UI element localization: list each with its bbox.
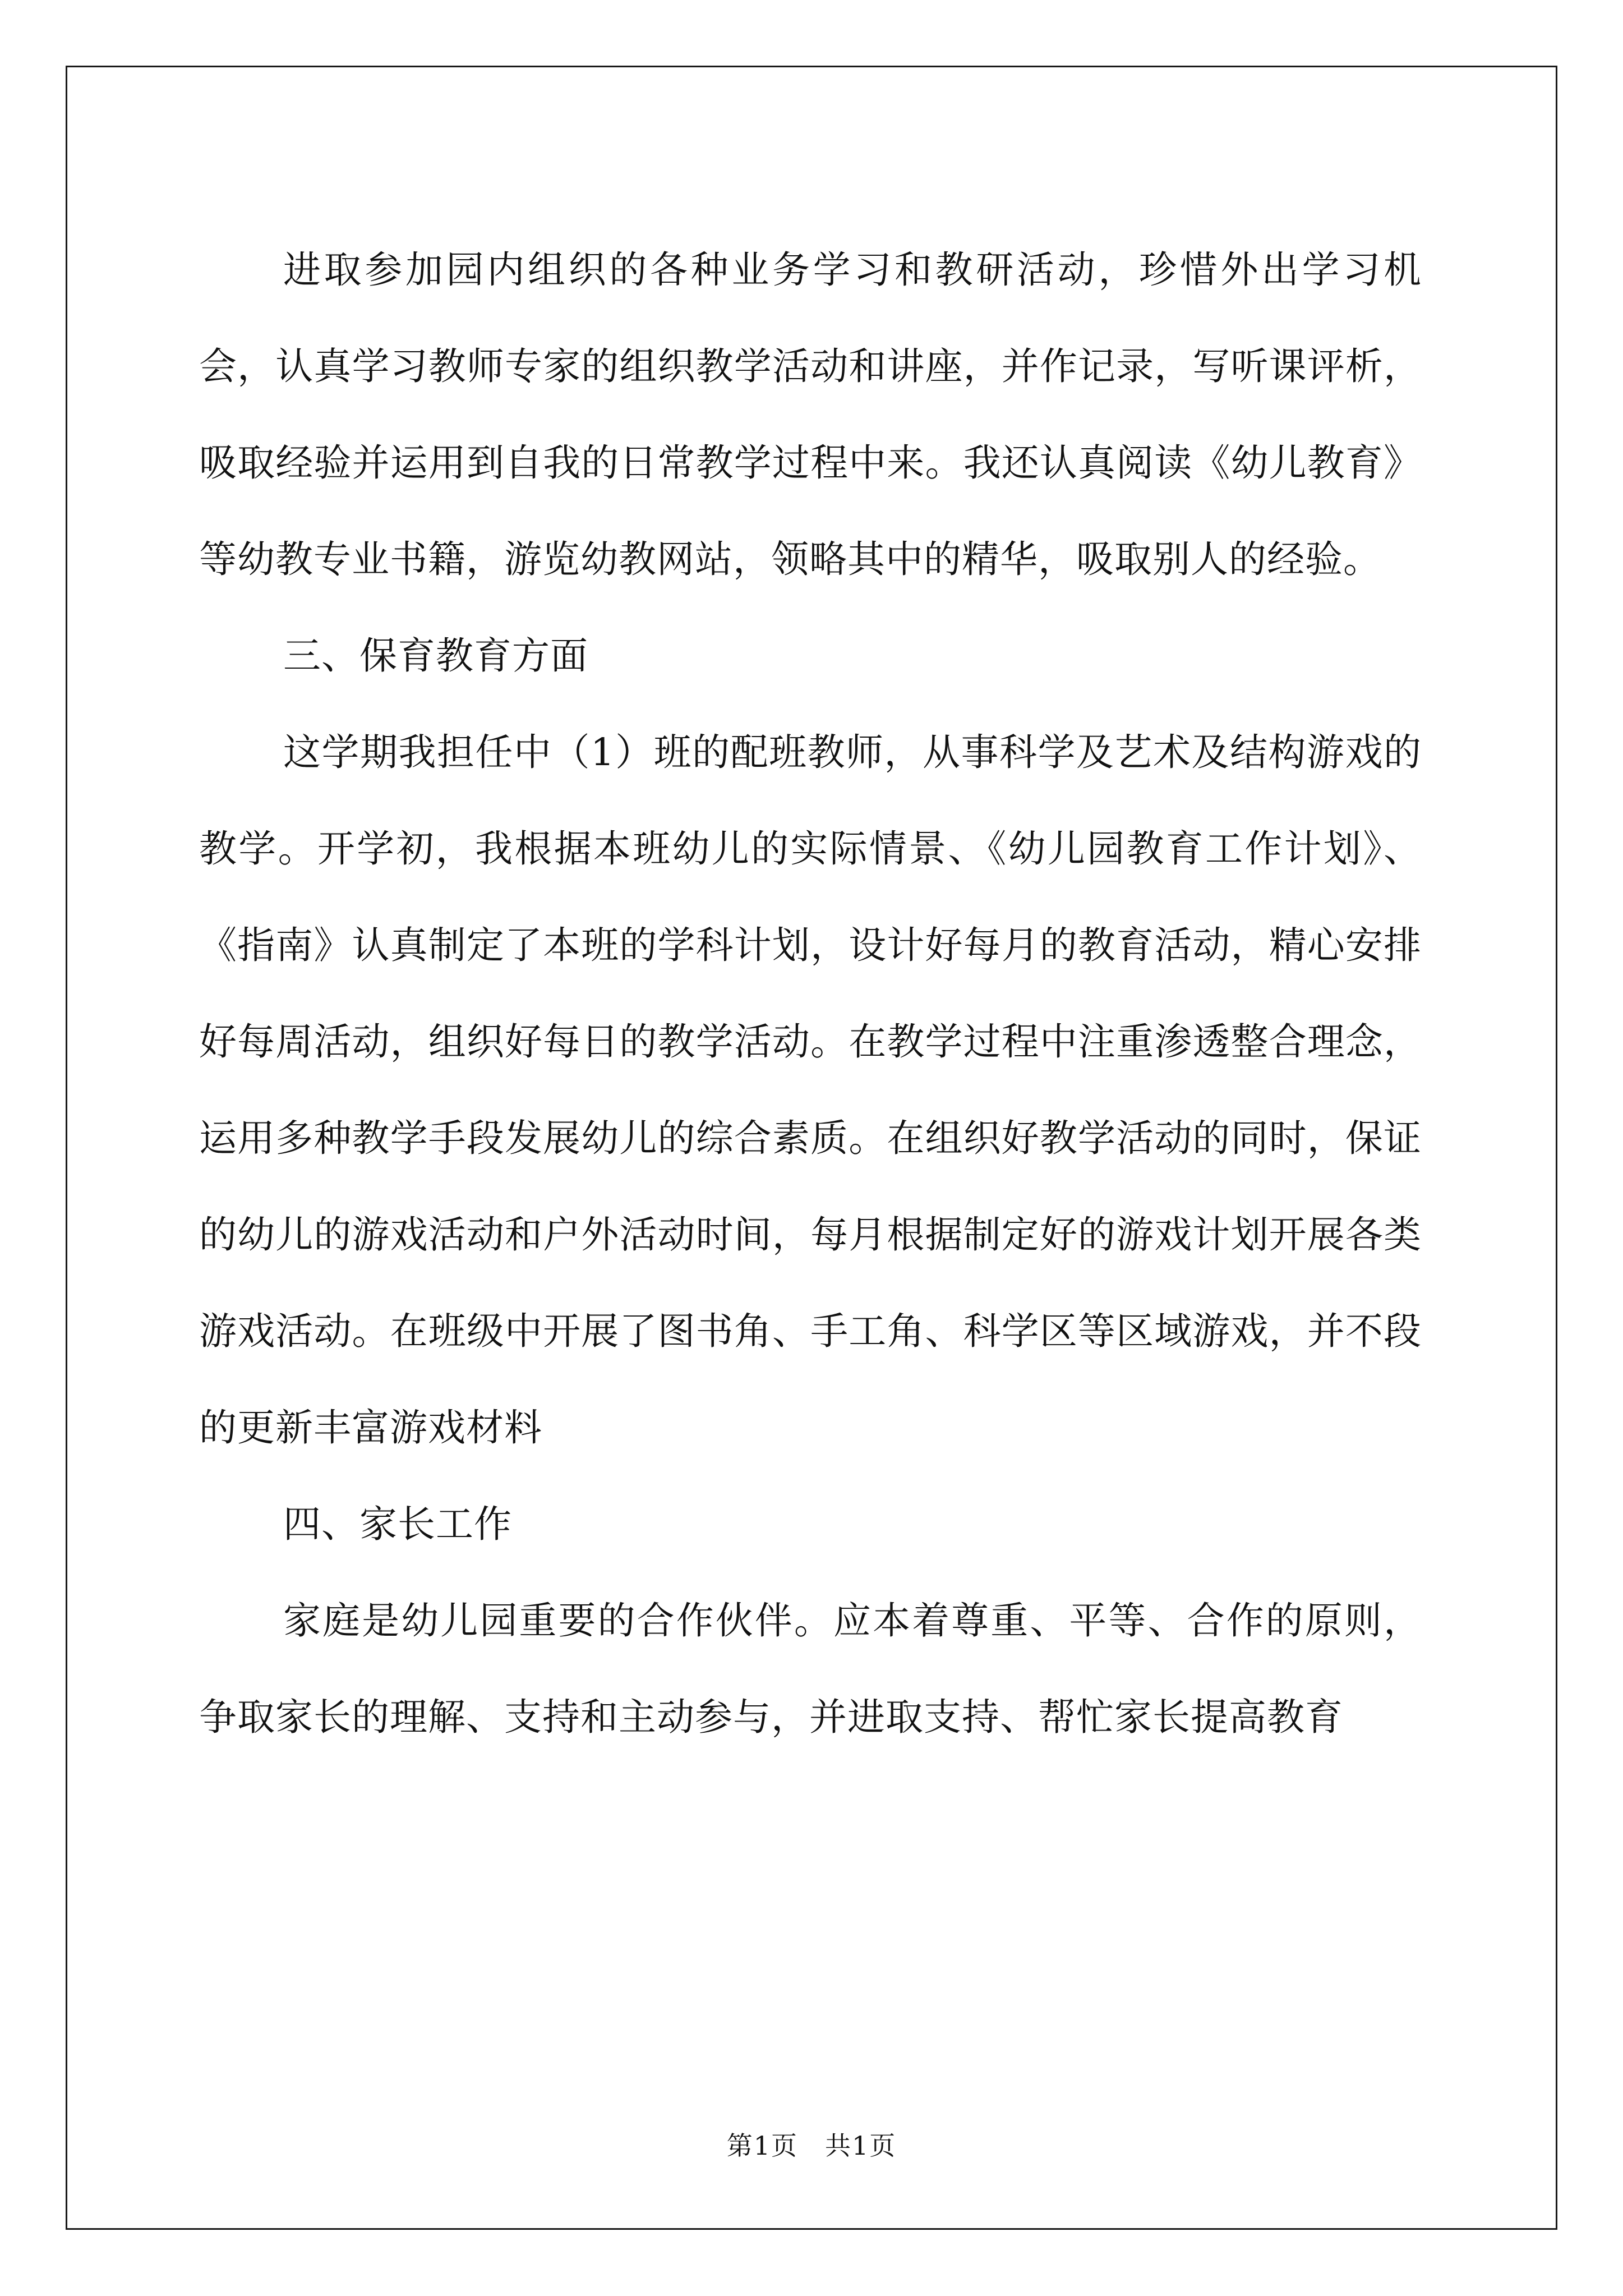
paragraph-care-education: 这学期我担任中（1）班的配班教师，从事科学及艺术及结构游戏的教学。开学初，我根据本班幼儿的实际情景、《幼儿园教育工作计划》、《指南》认真制定了本班的学科计划，设计好每月的教育活动，精心安排好每周活动，组织好每日的教学活动。在教学过程中注重渗透整合理念，运用多种教学手段发展幼儿的综合素质。在组织好教学活动的同时，保证的幼儿的游戏活动和户外活动时间，每月根据制定好的游戏计划开展各类游戏活动。在班级中开展了图书角、手工角、科学区等区域游戏，并不段的更新丰富游戏材料 xyxy=(199,730,1422,1450)
page-number-footer: 第1页 共1页 xyxy=(726,2131,897,2161)
section-heading-parents: 四、家长工作 xyxy=(283,1502,512,1546)
paragraph-study: 进取参加园内组织的各种业务学习和教研活动，珍惜外出学习机会，认真学习教师专家的组织教学活动和讲座，并作记录，写听课评析，吸取经验并运用到自我的日常教学过程中来。我还认真阅读《幼儿教育》等幼教专业书籍，游览幼教网站，领略其中的精华，吸取别人的经验。 xyxy=(199,248,1422,581)
document-body xyxy=(199,222,1422,1765)
paragraph-parents: 家庭是幼儿园重要的合作伙伴。应本着尊重、平等、合作的原则，争取家长的理解、支持和主动参与，并进取支持、帮忙家长提高教育 xyxy=(199,1599,1422,1739)
section-heading-care-education: 三、保育教育方面 xyxy=(283,634,588,678)
